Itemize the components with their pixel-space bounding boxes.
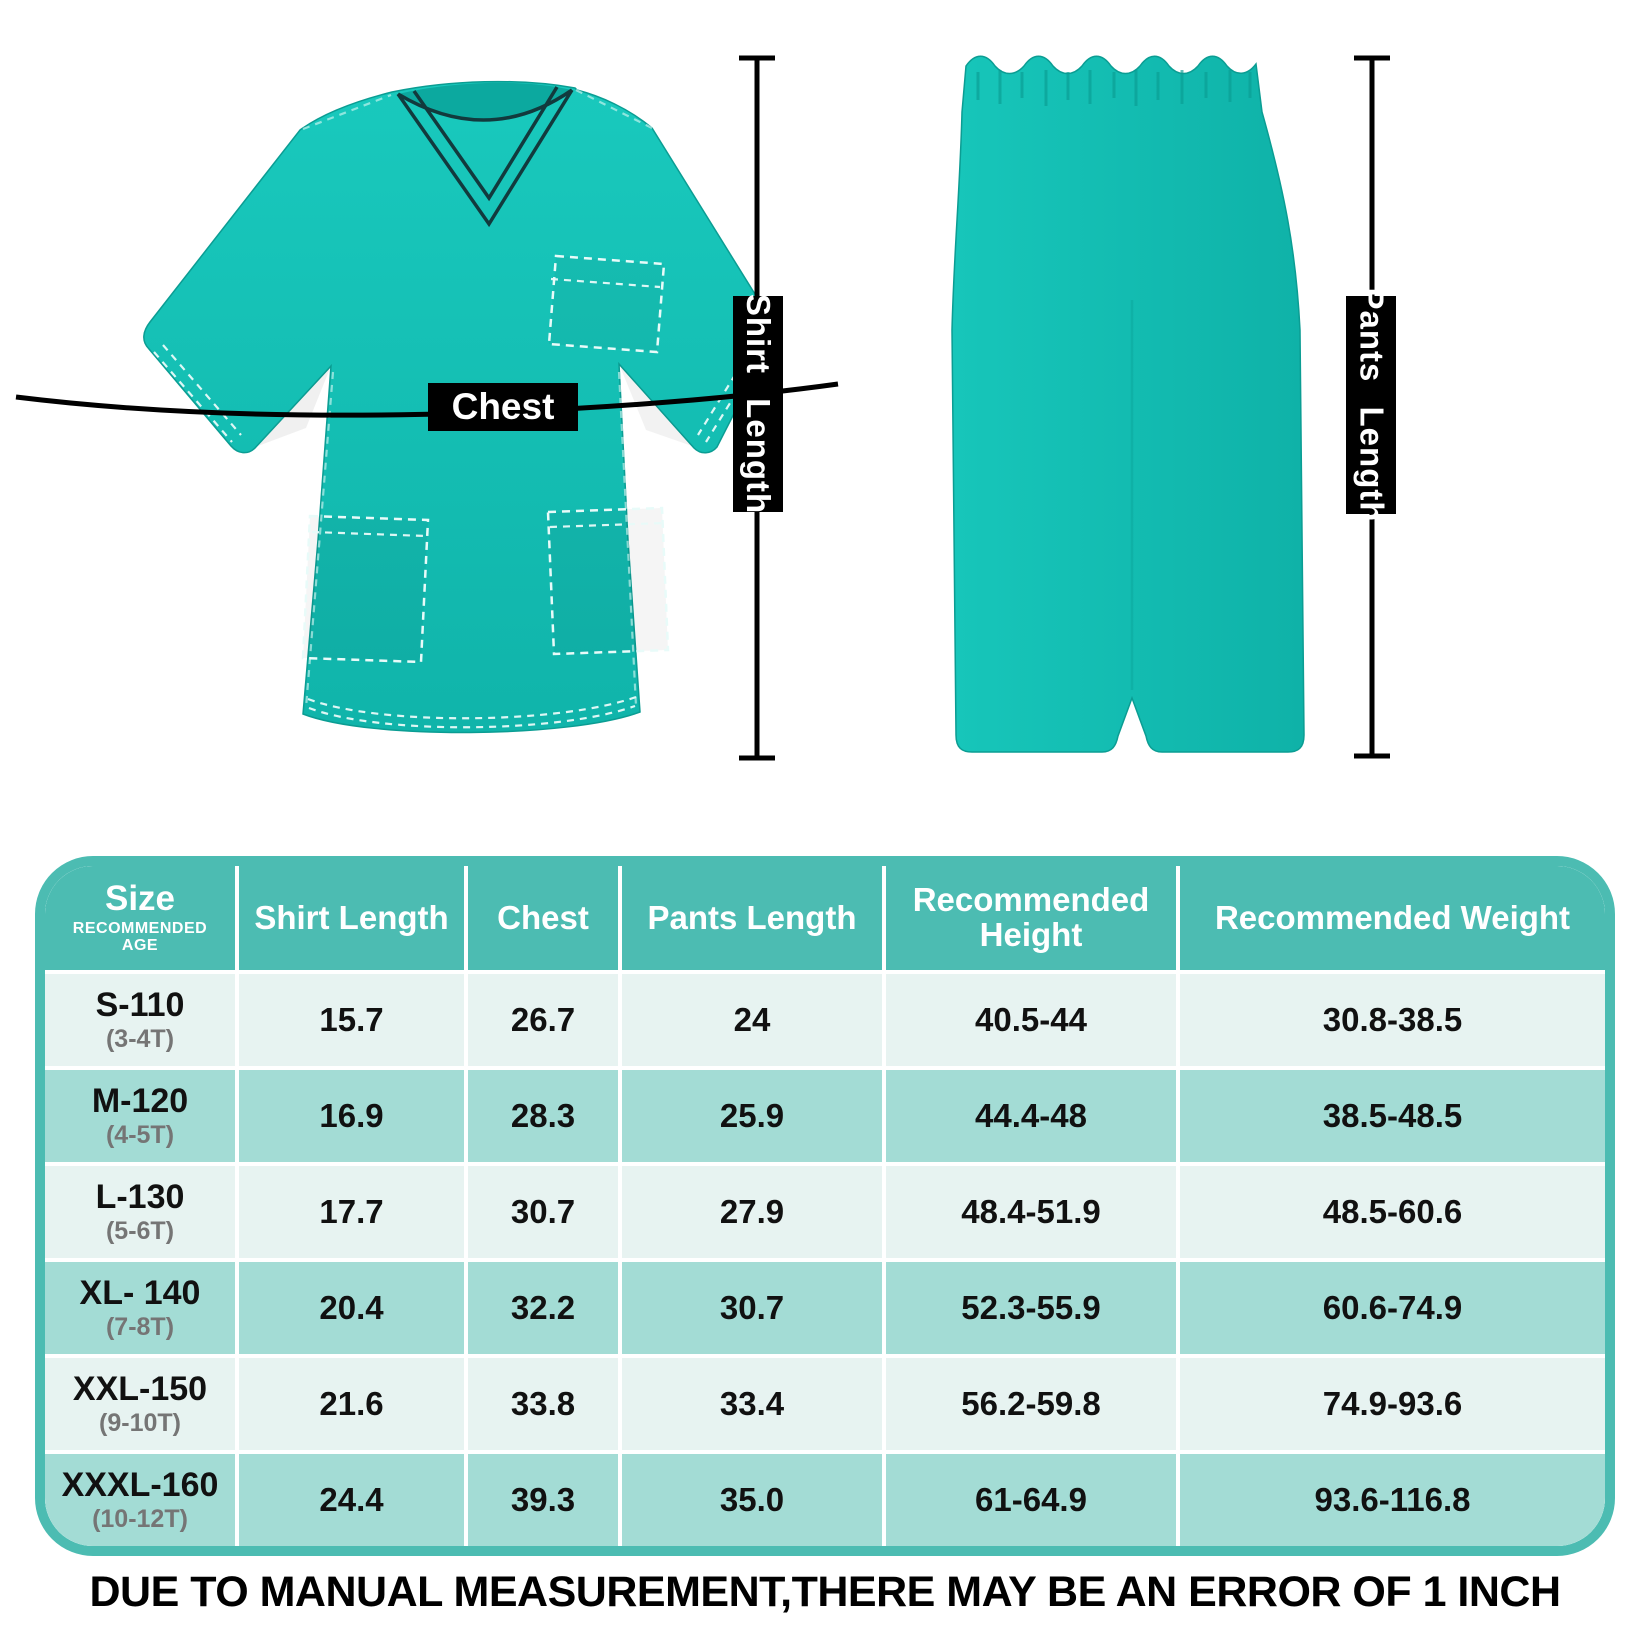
size-cell: S-110 (3-4T)	[45, 974, 235, 1066]
weight-cell: 30.8-38.5	[1180, 974, 1605, 1066]
scrub-pants-illustration	[952, 56, 1304, 752]
weight-cell: 60.6-74.9	[1180, 1262, 1605, 1354]
chest-cell: 33.8	[468, 1358, 618, 1450]
pants-length-cell: 30.7	[622, 1262, 882, 1354]
chest-label: Chest	[428, 383, 578, 431]
size-cell: XXXL-160 (10-12T)	[45, 1454, 235, 1546]
chest-cell: 39.3	[468, 1454, 618, 1546]
height-cell: 48.4-51.9	[886, 1166, 1176, 1258]
shirt-length-cell: 16.9	[239, 1070, 464, 1162]
size-cell: L-130 (5-6T)	[45, 1166, 235, 1258]
weight-cell: 74.9-93.6	[1180, 1358, 1605, 1450]
col-header-recommended-weight: Recommended Weight	[1180, 866, 1605, 970]
weight-cell: 93.6-116.8	[1180, 1454, 1605, 1546]
chest-cell: 28.3	[468, 1070, 618, 1162]
pants-length-cell: 33.4	[622, 1358, 882, 1450]
height-cell: 44.4-48	[886, 1070, 1176, 1162]
size-cell: M-120 (4-5T)	[45, 1070, 235, 1162]
pants-length-cell: 27.9	[622, 1166, 882, 1258]
height-cell: 56.2-59.8	[886, 1358, 1176, 1450]
weight-cell: 48.5-60.6	[1180, 1166, 1605, 1258]
col-header-size: Size RECOMMENDED AGE	[45, 866, 235, 970]
shirt-length-cell: 15.7	[239, 974, 464, 1066]
col-header-pants-length: Pants Length	[622, 866, 882, 970]
size-cell: XL- 140 (7-8T)	[45, 1262, 235, 1354]
chest-cell: 26.7	[468, 974, 618, 1066]
weight-cell: 38.5-48.5	[1180, 1070, 1605, 1162]
size-table	[35, 856, 1615, 1556]
size-diagram-section	[0, 0, 1650, 812]
shirt-length-cell: 17.7	[239, 1166, 464, 1258]
pants-length-cell: 24	[622, 974, 882, 1066]
size-cell: XXL-150 (9-10T)	[45, 1358, 235, 1450]
col-header-shirt-length: Shirt Length	[239, 866, 464, 970]
col-header-chest: Chest	[468, 866, 618, 970]
shirt-length-cell: 21.6	[239, 1358, 464, 1450]
shirt-length-cell: 24.4	[239, 1454, 464, 1546]
chest-cell: 30.7	[468, 1166, 618, 1258]
pants-length-cell: 35.0	[622, 1454, 882, 1546]
measurement-disclaimer: DUE TO MANUAL MEASUREMENT,THERE MAY BE AN ERROR OF 1 INCH	[89, 1568, 1561, 1616]
chest-cell: 32.2	[468, 1262, 618, 1354]
scrub-top-illustration	[16, 82, 838, 733]
col-header-recommended-height: Recommended Height	[886, 866, 1176, 970]
height-cell: 61-64.9	[886, 1454, 1176, 1546]
shirt-length-label: Shirt Length	[733, 296, 783, 512]
height-cell: 52.3-55.9	[886, 1262, 1176, 1354]
pants-length-label: Pants Length	[1346, 296, 1396, 514]
shirt-length-cell: 20.4	[239, 1262, 464, 1354]
pants-length-cell: 25.9	[622, 1070, 882, 1162]
height-cell: 40.5-44	[886, 974, 1176, 1066]
